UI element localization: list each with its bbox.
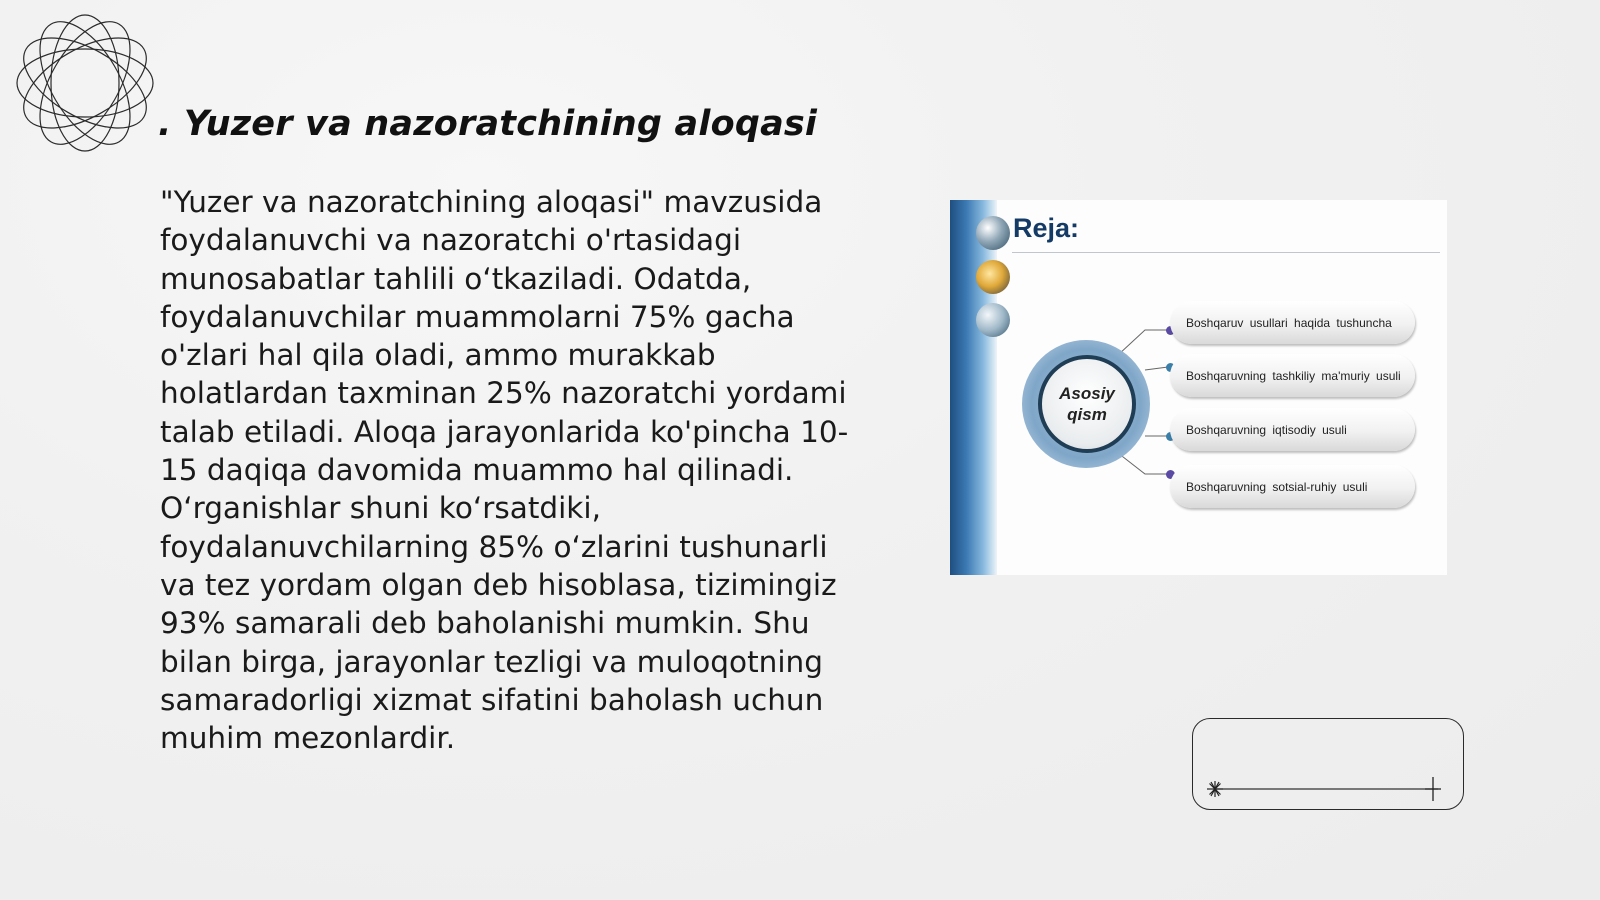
hub-label: Asosiy qism xyxy=(1059,384,1115,424)
starburst-icon xyxy=(1207,781,1223,797)
geometric-rings-icon xyxy=(10,8,160,158)
timeline-line xyxy=(1193,719,1465,811)
embedded-slide-image xyxy=(950,200,1447,575)
page-title: . Yuzer va nazoratchining aloqasi xyxy=(158,104,818,144)
body-paragraph: "Yuzer va nazoratchining aloqasi" mavzusida foydalanuvchi va nazoratchi o'rtasidagi munosabatlar tahlili o‘tkaziladi. Odatda, foydalanuvchilar muammolarni 75% gacha o'zlari hal qila oladi, ammo murakkab holatlardan taxminan 25% nazoratchi yordami talab etiladi. Aloqa jarayonlarida ko'pincha 10-15 daqiqa davomida muammo hal qilinadi. O‘rganishlar shuni ko‘rsatdiki, foydalanuvchilarning 85% o‘zlarini tushunarli va tez yordam olgan deb hisoblasa, tizimingiz 93% samarali deb baholanishi mumkin. Shu bilan birga, jarayonlar tezligi va muloqotning samaradorligi xizmat sifatini baholash uchun muhim mezonlardir. xyxy=(160,185,849,756)
plan-item: Boshqaruvning sotsial-ruhiy usuli xyxy=(1170,465,1415,508)
crosshair-star-icon xyxy=(1425,777,1441,801)
hub-circle xyxy=(1038,355,1136,453)
plan-item: Boshqaruvning tashkiliy ma'muriy usuli xyxy=(1170,354,1415,397)
plan-item: Boshqaruv usullari haqida tushuncha xyxy=(1170,301,1415,344)
plan-item: Boshqaruvning iqtisodiy usuli xyxy=(1170,408,1415,451)
timeline-frame xyxy=(1192,718,1464,810)
slide-title: Reja: xyxy=(1013,213,1080,243)
